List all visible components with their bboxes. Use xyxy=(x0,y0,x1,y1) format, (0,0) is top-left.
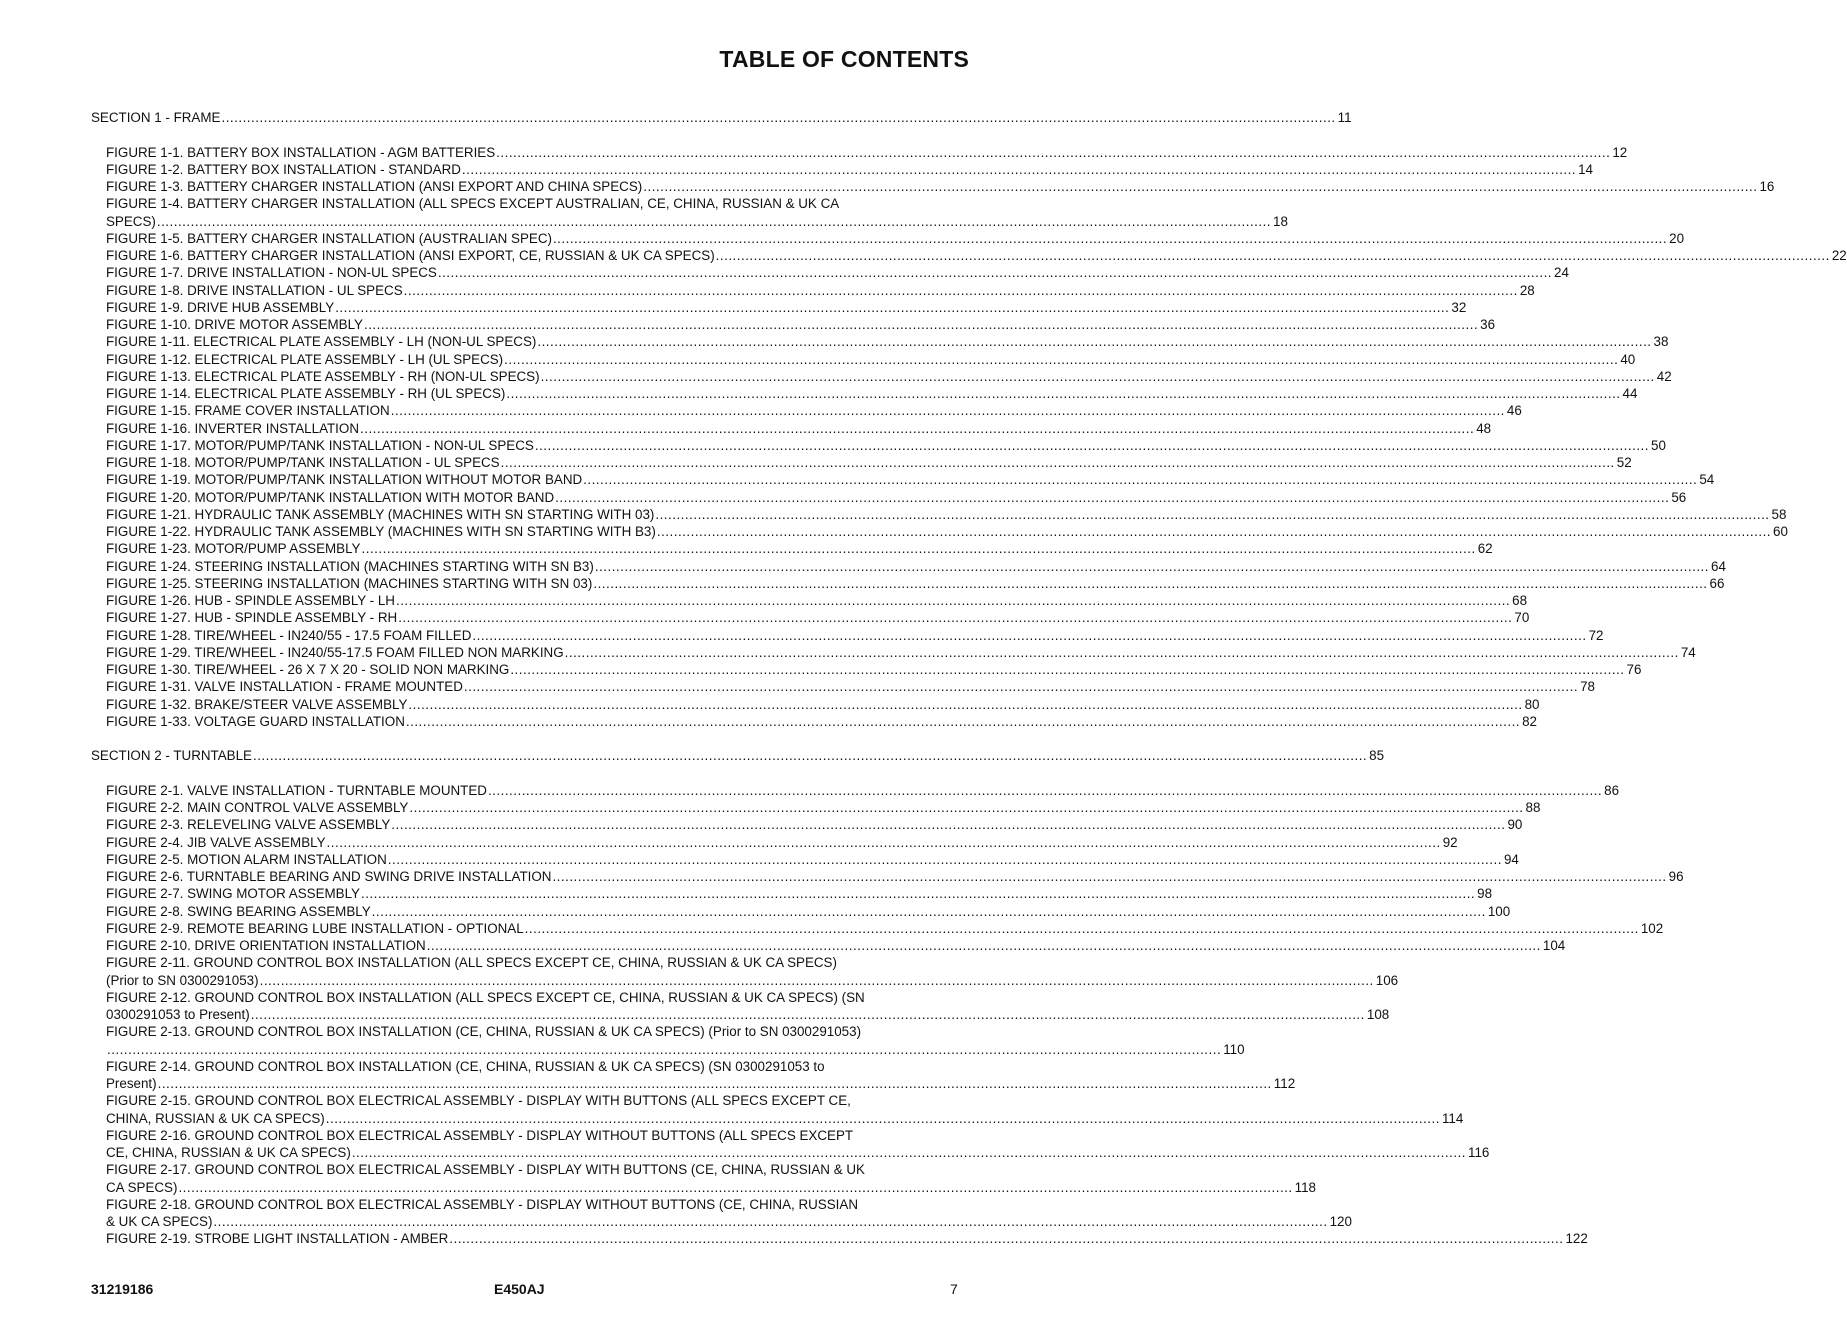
dot-leader xyxy=(506,385,1620,402)
toc-page-number: 58 xyxy=(1771,506,1787,522)
toc-page-number: 120 xyxy=(1329,1214,1352,1229)
toc-entry-text: FIGURE 1-14. ELECTRICAL PLATE ASSEMBLY - RH (UL SPECS) xyxy=(106,386,506,401)
toc-figure-entry[interactable] xyxy=(91,834,1458,851)
toc-figure-entry[interactable] xyxy=(91,920,1664,937)
toc-page-number: 68 xyxy=(1512,593,1528,608)
toc-figure-entry[interactable] xyxy=(91,678,1595,695)
toc-entry-text: SPECS) xyxy=(106,213,156,229)
toc-figure-entry[interactable] xyxy=(91,885,1493,902)
dot-leader xyxy=(221,109,1335,126)
toc-figure-entry[interactable] xyxy=(91,368,1672,385)
dot-leader xyxy=(657,523,1771,540)
toc-page-number: 64 xyxy=(1711,558,1726,574)
toc-figure-entry[interactable] xyxy=(91,644,1696,661)
dot-leader xyxy=(462,161,1576,178)
dot-leader xyxy=(360,420,1474,437)
dot-leader xyxy=(438,264,1552,281)
dot-leader xyxy=(335,299,1449,316)
toc-figure-entry[interactable] xyxy=(91,972,1399,989)
dot-leader xyxy=(352,1144,1466,1161)
toc-entry-text: Present) xyxy=(106,1076,157,1091)
dot-leader xyxy=(391,402,1505,419)
dot-leader xyxy=(565,644,1679,661)
toc-page-number: 122 xyxy=(1565,1231,1588,1247)
toc-figure-entry[interactable] xyxy=(91,523,1788,540)
toc-entry-text: SECTION 2 - TURNTABLE xyxy=(91,748,252,764)
toc-entry-text: FIGURE 2-6. TURNTABLE BEARING AND SWING DRIVE INSTALLATION xyxy=(106,869,552,884)
toc-figure-entry[interactable] xyxy=(91,1179,1316,1196)
toc-figure-entry[interactable] xyxy=(91,868,1684,885)
toc-entry-text: FIGURE 1-3. BATTERY CHARGER INSTALLATION (ANSI EXPORT AND CHINA SPECS) xyxy=(106,179,643,194)
toc-figure-entry[interactable] xyxy=(91,437,1666,454)
toc-entry-text: FIGURE 1-16. INVERTER INSTALLATION xyxy=(106,420,359,436)
toc-entry-text: FIGURE 1-17. MOTOR/PUMP/TANK INSTALLATION - NON-UL SPECS xyxy=(106,437,534,453)
toc-entry-text: FIGURE 1-9. DRIVE HUB ASSEMBLY xyxy=(106,299,335,315)
toc-entry-text: FIGURE 1-12. ELECTRICAL PLATE ASSEMBLY - LH (UL SPECS) xyxy=(106,351,504,367)
toc-page-number: 114 xyxy=(1441,1110,1464,1126)
toc-entry-text: FIGURE 1-23. MOTOR/PUMP ASSEMBLY xyxy=(106,541,361,557)
toc-page-number: 38 xyxy=(1653,334,1669,350)
dot-leader xyxy=(525,920,1639,937)
dot-leader xyxy=(388,851,1502,868)
toc-figure-entry[interactable] xyxy=(91,799,1541,816)
dot-leader xyxy=(449,1230,1563,1247)
toc-entry-line: FIGURE 2-11. GROUND CONTROL BOX INSTALLATION (ALL SPECS EXCEPT CE, CHINA, RUSSIAN & UK CA SPECS) xyxy=(106,955,837,971)
toc-entry-text: FIGURE 1-6. BATTERY CHARGER INSTALLATION (ANSI EXPORT, CE, RUSSIAN & UK CA SPECS) xyxy=(106,248,715,263)
toc-page-number: 12 xyxy=(1612,144,1628,160)
toc-figure-entry[interactable] xyxy=(91,1230,1588,1247)
toc-figure-entry[interactable] xyxy=(91,903,1511,920)
toc-figure-entry[interactable] xyxy=(91,454,1632,471)
toc-figure-entry[interactable] xyxy=(91,661,1642,678)
dot-leader xyxy=(361,885,1475,902)
dot-leader xyxy=(504,351,1618,368)
dot-leader xyxy=(593,575,1707,592)
toc-entry-text: FIGURE 1-8. DRIVE INSTALLATION - UL SPECS xyxy=(106,282,403,298)
toc-page-number: 28 xyxy=(1519,282,1535,298)
spacer xyxy=(91,765,969,782)
toc-page-number: 92 xyxy=(1442,834,1458,850)
toc-figure-entry[interactable] xyxy=(91,1041,1245,1058)
toc-page-number: 22 xyxy=(1831,248,1847,263)
toc-entry-text: FIGURE 1-29. TIRE/WHEEL - IN240/55-17.5 FOAM FILLED NON MARKING xyxy=(106,644,564,660)
dot-leader xyxy=(326,1110,1440,1127)
toc-figure-entry[interactable] xyxy=(91,851,1519,868)
toc-page-number: 102 xyxy=(1640,920,1664,936)
toc-entry-text: FIGURE 1-10. DRIVE MOTOR ASSEMBLY xyxy=(106,317,363,332)
toc-figure-entry[interactable] xyxy=(91,696,1540,713)
toc-entry-text: FIGURE 1-33. VOLTAGE GUARD INSTALLATION xyxy=(106,713,405,729)
toc-entry-text: FIGURE 2-2. MAIN CONTROL VALVE ASSEMBLY xyxy=(106,800,409,815)
toc-figure-entry[interactable] xyxy=(91,316,1496,333)
toc-page-number: 46 xyxy=(1506,403,1522,419)
toc-figure-entry[interactable] xyxy=(91,161,1594,178)
toc-page-number: 40 xyxy=(1620,351,1636,367)
toc-entry-text: FIGURE 2-10. DRIVE ORIENTATION INSTALLATION xyxy=(106,938,426,953)
toc-figure-entry[interactable] xyxy=(91,1144,1490,1161)
toc-figure-entry[interactable] xyxy=(91,144,1628,161)
toc-page-number: 118 xyxy=(1294,1179,1316,1195)
toc-figure-entry[interactable] xyxy=(91,592,1528,609)
toc-figure-entry[interactable] xyxy=(91,489,1687,506)
toc-page-number: 106 xyxy=(1375,972,1399,988)
toc-entry-line: FIGURE 1-4. BATTERY CHARGER INSTALLATION (ALL SPECS EXCEPT AUSTRALIAN, CE, CHINA, RUSSIAN & UK CA xyxy=(106,196,840,212)
toc-figure-entry[interactable] xyxy=(91,506,1787,523)
toc-page-number: 116 xyxy=(1468,1145,1490,1160)
footer-page-number: 7 xyxy=(950,1281,958,1297)
toc-entry-text: FIGURE 1-32. BRAKE/STEER VALVE ASSEMBLY xyxy=(106,696,408,712)
toc-entry-text: FIGURE 2-7. SWING MOTOR ASSEMBLY xyxy=(106,886,360,902)
toc-page-number: 90 xyxy=(1507,817,1523,833)
page-title: TABLE OF CONTENTS xyxy=(719,46,969,72)
toc-page-number: 48 xyxy=(1476,420,1492,436)
dot-leader xyxy=(408,696,1522,713)
toc-page-number: 62 xyxy=(1477,541,1493,557)
toc-page-number: 70 xyxy=(1514,610,1530,626)
toc-figure-entry[interactable] xyxy=(91,230,1685,247)
dot-leader xyxy=(553,230,1667,247)
toc-page-number: 14 xyxy=(1578,161,1594,177)
toc-entry-line: FIGURE 2-14. GROUND CONTROL BOX INSTALLATION (CE, CHINA, RUSSIAN & UK CA SPECS) (SN 0300291053 to xyxy=(106,1058,825,1074)
toc-figure-entry[interactable] xyxy=(91,420,1492,437)
toc-page-number: 78 xyxy=(1580,679,1595,695)
dot-leader xyxy=(716,247,1830,264)
toc-entry-text: FIGURE 1-7. DRIVE INSTALLATION - NON-UL SPECS xyxy=(106,265,437,281)
toc-page-number: 11 xyxy=(1337,110,1352,125)
toc-figure-entry[interactable] xyxy=(91,282,1535,299)
toc-page-number: 24 xyxy=(1554,265,1569,281)
dot-leader xyxy=(643,178,1757,195)
dot-leader xyxy=(583,471,1697,488)
dot-leader xyxy=(510,661,1624,678)
toc-entry-text: FIGURE 1-19. MOTOR/PUMP/TANK INSTALLATION WITHOUT MOTOR BAND xyxy=(106,472,583,488)
toc-entry-text: FIGURE 1-15. FRAME COVER INSTALLATION xyxy=(106,403,390,419)
table-of-contents xyxy=(91,109,1847,1248)
toc-entry-text: FIGURE 1-25. STEERING INSTALLATION (MACHINES STARTING WITH SN 03) xyxy=(106,575,593,591)
toc-entry-line: FIGURE 2-12. GROUND CONTROL BOX INSTALLATION (ALL SPECS EXCEPT CE, CHINA, RUSSIAN & UK CA SPECS) (SN xyxy=(106,989,865,1005)
footer-model: E450AJ xyxy=(494,1281,545,1297)
toc-page-number: 110 xyxy=(1223,1041,1245,1057)
toc-page-number: 44 xyxy=(1622,386,1638,401)
toc-figure-entry[interactable] xyxy=(91,627,1604,644)
toc-figure-entry[interactable] xyxy=(91,402,1522,419)
toc-page-number: 82 xyxy=(1522,713,1537,729)
spacer xyxy=(91,126,969,143)
dot-leader xyxy=(541,368,1655,385)
dot-leader xyxy=(396,592,1510,609)
toc-figure-entry[interactable] xyxy=(91,213,1288,230)
dot-leader xyxy=(535,437,1649,454)
toc-figure-entry[interactable] xyxy=(91,385,1638,402)
toc-figure-entry[interactable] xyxy=(91,471,1715,488)
toc-figure-entry[interactable] xyxy=(91,1006,1390,1023)
toc-entry-line: FIGURE 2-13. GROUND CONTROL BOX INSTALLATION (CE, CHINA, RUSSIAN & UK CA SPECS) (Prior to SN 0300291053) xyxy=(106,1024,862,1040)
toc-entry-text: FIGURE 1-20. MOTOR/PUMP/TANK INSTALLATION WITH MOTOR BAND xyxy=(106,489,555,505)
dot-leader xyxy=(501,454,1615,471)
toc-figure-entry[interactable] xyxy=(91,540,1493,557)
toc-page-number: 42 xyxy=(1656,368,1672,384)
toc-entry-text: FIGURE 1-31. VALVE INSTALLATION - FRAME MOUNTED xyxy=(106,679,463,695)
toc-entry-text: (Prior to SN 0300291053) xyxy=(106,972,259,988)
toc-entry-text: FIGURE 1-18. MOTOR/PUMP/TANK INSTALLATION - UL SPECS xyxy=(106,455,500,470)
toc-entry-text: & UK CA SPECS) xyxy=(106,1214,213,1229)
dot-leader xyxy=(157,213,1271,230)
toc-entry-text: FIGURE 1-2. BATTERY BOX INSTALLATION - STANDARD xyxy=(106,161,461,177)
dot-leader xyxy=(472,627,1586,644)
dot-leader xyxy=(406,713,1520,730)
toc-entry-line: FIGURE 2-16. GROUND CONTROL BOX ELECTRICAL ASSEMBLY - DISPLAY WITHOUT BUTTONS (ALL SPECS EXCEPT xyxy=(106,1127,854,1143)
toc-page-number: 108 xyxy=(1366,1007,1390,1022)
toc-page-number: 100 xyxy=(1487,903,1511,919)
dot-leader xyxy=(398,609,1512,626)
toc-entry-text: FIGURE 1-30. TIRE/WHEEL - 26 X 7 X 20 - SOLID NON MARKING xyxy=(106,662,510,677)
toc-page-number: 94 xyxy=(1503,851,1519,867)
spacer xyxy=(91,730,969,747)
toc-entry-line: FIGURE 2-17. GROUND CONTROL BOX ELECTRICAL ASSEMBLY - DISPLAY WITH BUTTONS (CE, CHINA, RUSSIAN & UK xyxy=(106,1162,865,1178)
toc-entry-text: FIGURE 2-8. SWING BEARING ASSEMBLY xyxy=(106,903,371,919)
dot-leader xyxy=(655,506,1769,523)
toc-entry-text: SECTION 1 - FRAME xyxy=(91,110,221,125)
toc-entry-text: 0300291053 to Present) xyxy=(106,1007,250,1022)
toc-figure-entry[interactable] xyxy=(91,575,1725,592)
toc-page-number: 32 xyxy=(1451,299,1467,315)
dot-leader xyxy=(409,799,1523,816)
toc-page-number: 112 xyxy=(1273,1076,1296,1091)
dot-leader xyxy=(552,868,1666,885)
toc-figure-entry[interactable] xyxy=(91,713,1537,730)
dot-leader xyxy=(464,678,1578,695)
toc-figure-entry[interactable] xyxy=(91,264,1569,281)
toc-page-number: 66 xyxy=(1709,575,1725,591)
dot-leader xyxy=(251,1006,1365,1023)
dot-leader xyxy=(555,489,1669,506)
toc-section-entry[interactable] xyxy=(91,109,1352,126)
toc-entry-text: FIGURE 1-26. HUB - SPINDLE ASSEMBLY - LH xyxy=(106,593,395,608)
dot-leader xyxy=(537,333,1651,350)
dot-leader xyxy=(488,782,1602,799)
footer-document-number: 31219186 xyxy=(91,1281,154,1297)
toc-page-number: 56 xyxy=(1671,489,1687,505)
toc-entry-text: FIGURE 1-27. HUB - SPINDLE ASSEMBLY - RH xyxy=(106,610,398,626)
dot-leader xyxy=(260,972,1374,989)
dot-leader xyxy=(158,1075,1272,1092)
toc-entry-text: FIGURE 2-4. JIB VALVE ASSEMBLY xyxy=(106,834,326,850)
toc-page-number: 52 xyxy=(1616,455,1632,470)
toc-entry-text: CE, CHINA, RUSSIAN & UK CA SPECS) xyxy=(106,1145,351,1160)
toc-page-number: 54 xyxy=(1699,472,1715,488)
dot-leader xyxy=(327,834,1441,851)
toc-figure-entry[interactable] xyxy=(91,351,1636,368)
toc-entry-text: FIGURE 1-11. ELECTRICAL PLATE ASSEMBLY - LH (NON-UL SPECS) xyxy=(106,334,537,350)
toc-section-entry[interactable] xyxy=(91,747,1385,764)
toc-entry-text: FIGURE 2-5. MOTION ALARM INSTALLATION xyxy=(106,851,387,867)
toc-page-number: 18 xyxy=(1273,213,1288,229)
toc-figure-entry[interactable] xyxy=(91,782,1620,799)
toc-page-number: 74 xyxy=(1680,644,1696,660)
toc-entry-text: FIGURE 1-22. HYDRAULIC TANK ASSEMBLY (MACHINES WITH SN STARTING WITH B3) xyxy=(106,524,656,539)
toc-entry-text: CHINA, RUSSIAN & UK CA SPECS) xyxy=(106,1110,325,1126)
toc-page-number: 60 xyxy=(1773,524,1788,539)
toc-page-number: 85 xyxy=(1369,748,1385,764)
toc-page-number: 96 xyxy=(1668,869,1684,884)
dot-leader xyxy=(404,282,1518,299)
toc-page-number: 80 xyxy=(1524,696,1540,712)
dot-leader xyxy=(364,316,1478,333)
toc-page-number: 20 xyxy=(1669,230,1685,246)
toc-entry-text: FIGURE 1-13. ELECTRICAL PLATE ASSEMBLY - RH (NON-UL SPECS) xyxy=(106,368,540,384)
dot-leader xyxy=(391,816,1505,833)
toc-entry-line: FIGURE 2-18. GROUND CONTROL BOX ELECTRICAL ASSEMBLY - DISPLAY WITHOUT BUTTONS (CE, CHINA, RUSSIAN xyxy=(106,1196,858,1212)
toc-page-number: 76 xyxy=(1626,662,1642,677)
dot-leader xyxy=(178,1179,1292,1196)
dot-leader xyxy=(362,540,1476,557)
dot-leader xyxy=(213,1213,1327,1230)
toc-figure-entry[interactable] xyxy=(91,299,1467,316)
toc-page-number: 50 xyxy=(1651,437,1666,453)
toc-figure-entry[interactable] xyxy=(91,1213,1352,1230)
toc-page-number: 98 xyxy=(1477,886,1493,902)
toc-figure-entry[interactable] xyxy=(91,937,1566,954)
toc-entry-text: FIGURE 1-1. BATTERY BOX INSTALLATION - AGM BATTERIES xyxy=(106,144,496,160)
toc-page-number: 88 xyxy=(1525,800,1541,815)
toc-figure-entry[interactable] xyxy=(91,558,1726,575)
toc-entry-text: FIGURE 2-1. VALVE INSTALLATION - TURNTABLE MOUNTED xyxy=(106,782,487,798)
dot-leader xyxy=(496,144,1610,161)
toc-entry-text: FIGURE 2-3. RELEVELING VALVE ASSEMBLY xyxy=(106,817,391,833)
toc-page-number: 104 xyxy=(1542,938,1566,953)
dot-leader xyxy=(595,558,1709,575)
dot-leader xyxy=(372,903,1486,920)
toc-figure-entry[interactable] xyxy=(91,247,1847,264)
toc-figure-entry[interactable] xyxy=(91,333,1669,350)
toc-entry-text: FIGURE 2-9. REMOTE BEARING LUBE INSTALLATION - OPTIONAL xyxy=(106,920,524,936)
toc-entry-text: FIGURE 1-21. HYDRAULIC TANK ASSEMBLY (MACHINES WITH SN STARTING WITH 03) xyxy=(106,506,655,522)
toc-figure-entry[interactable] xyxy=(91,1075,1296,1092)
toc-entry-text: CA SPECS) xyxy=(106,1179,178,1195)
toc-page-number: 16 xyxy=(1759,179,1775,194)
toc-entry-line: FIGURE 2-15. GROUND CONTROL BOX ELECTRICAL ASSEMBLY - DISPLAY WITH BUTTONS (ALL SPECS EXCEPT CE, xyxy=(106,1093,851,1109)
toc-figure-entry[interactable] xyxy=(91,1110,1464,1127)
toc-entry-text: FIGURE 1-5. BATTERY CHARGER INSTALLATION (AUSTRALIAN SPEC) xyxy=(106,230,552,246)
toc-page-number: 72 xyxy=(1588,627,1604,643)
dot-leader xyxy=(107,1041,1221,1058)
dot-leader xyxy=(253,747,1367,764)
toc-figure-entry[interactable] xyxy=(91,816,1523,833)
dot-leader xyxy=(427,937,1541,954)
toc-figure-entry[interactable] xyxy=(91,178,1775,195)
toc-entry-text: FIGURE 1-24. STEERING INSTALLATION (MACHINES STARTING WITH SN B3) xyxy=(106,558,594,574)
toc-page-number: 36 xyxy=(1480,317,1496,332)
toc-page-number: 86 xyxy=(1604,782,1620,798)
toc-figure-entry[interactable] xyxy=(91,609,1530,626)
toc-entry-text: FIGURE 2-19. STROBE LIGHT INSTALLATION - AMBER xyxy=(106,1231,449,1247)
toc-entry-text: FIGURE 1-28. TIRE/WHEEL - IN240/55 - 17.5 FOAM FILLED xyxy=(106,627,472,643)
